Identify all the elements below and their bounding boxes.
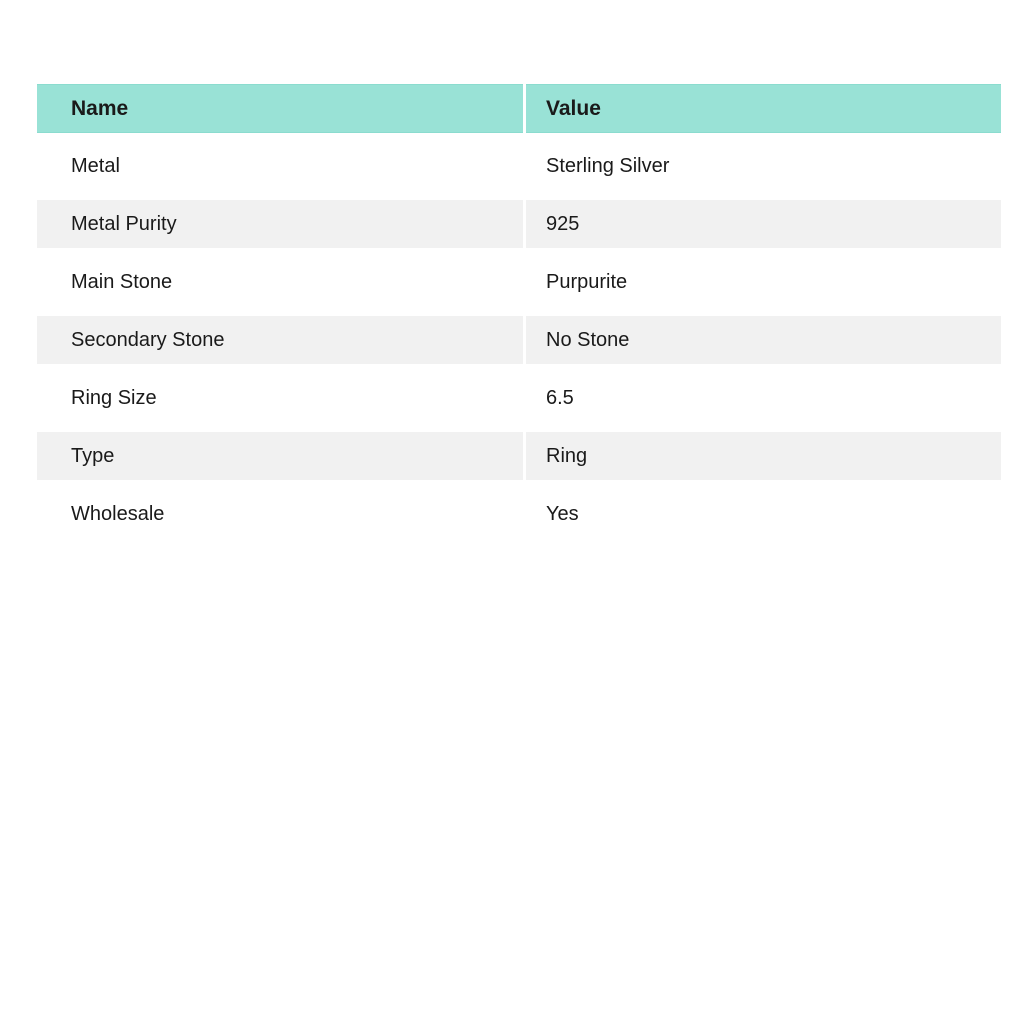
- attribute-value-cell: Purpurite: [526, 253, 1001, 311]
- attribute-value-cell: No Stone: [526, 311, 1001, 369]
- table-row: [37, 253, 1001, 311]
- table-row: [37, 137, 1001, 195]
- attribute-value-cell: Ring: [526, 427, 1001, 485]
- attribute-name-cell: Type: [37, 427, 526, 485]
- attribute-name-cell: Secondary Stone: [37, 311, 526, 369]
- attribute-value-cell: Yes: [526, 485, 1001, 543]
- attribute-value-cell: 925: [526, 195, 1001, 253]
- attribute-value-cell: Sterling Silver: [526, 137, 1001, 195]
- attribute-value-cell: 6.5: [526, 369, 1001, 427]
- attribute-name-cell: Metal: [37, 137, 526, 195]
- table-row: [37, 369, 1001, 427]
- attribute-name-cell: Ring Size: [37, 369, 526, 427]
- header-name-cell: Name: [37, 84, 526, 137]
- attribute-name-cell: Main Stone: [37, 253, 526, 311]
- attribute-name-cell: Metal Purity: [37, 195, 526, 253]
- header-value-cell: Value: [526, 84, 1001, 137]
- table-header-row: [37, 84, 1001, 137]
- table-row: [37, 485, 1001, 543]
- attribute-name-cell: Wholesale: [37, 485, 526, 543]
- product-attributes-table: [37, 84, 1001, 543]
- table-row: [37, 427, 1001, 485]
- table-row: [37, 195, 1001, 253]
- table-row: [37, 311, 1001, 369]
